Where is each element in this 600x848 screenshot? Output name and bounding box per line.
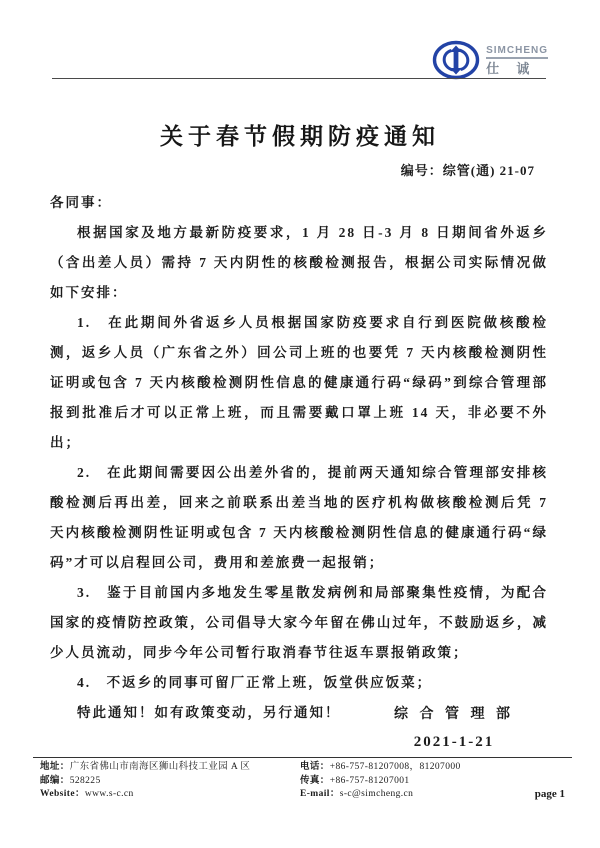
doc-number: 编号：综管(通) 21-07 xyxy=(400,163,535,178)
address-value: 广东省佛山市南海区狮山科技工业园 A 区 xyxy=(69,762,251,772)
body-paragraph: 3. 鉴于目前国内多地发生零星散发病例和局部聚集性疫情，为配合国家的疫情防控政策，公司倡导大家今年留在佛山过年，不鼓励返乡，减少人员流动，同步今年公司暂行取消春节往返车票报销政策； xyxy=(50,585,548,660)
footer-left-column xyxy=(40,761,300,802)
phone-value: +86-757-81207008，81207000 xyxy=(329,762,461,772)
website-value: www.s-c.cn xyxy=(84,789,134,799)
brand-text-block xyxy=(486,45,548,76)
salutation: 各同事： xyxy=(50,195,112,210)
footer-fax xyxy=(300,775,572,789)
footer-mid-column xyxy=(300,761,572,802)
body-paragraph: 根据国家及地方最新防疫要求，1 月 28 日-3 月 8 日期间省外返乡（含出差人员）需持 7 天内阴性的核酸检测报告，根据公司实际情况做如下安排： xyxy=(50,225,548,300)
brand-name-en: SIMCHENG xyxy=(486,45,548,59)
zip-label: 邮编： xyxy=(40,775,70,786)
footer-phone xyxy=(300,761,572,775)
body-paragraphs xyxy=(50,218,548,728)
document-body xyxy=(50,188,548,728)
signature-block xyxy=(394,702,514,756)
email-label: E-mail： xyxy=(300,789,340,799)
body-paragraph: 1. 在此期间外省返乡人员根据国家防疫要求自行到医院做核酸检测，返乡人员（广东省之外）回公司上班的也要凭 7 天内核酸检测阴性证明或包含 7 天内核酸检测阴性信息的健康通行码“绿码”到综合管理部报到批准后才可以正常上班，而且需要戴口罩上班 14 天，非必要不外出； xyxy=(50,315,548,450)
brand-name-cn: 仕 诚 xyxy=(486,60,537,76)
body-paragraph: 4. 不返乡的同事可留厂正常上班，饭堂供应饭菜； xyxy=(77,675,433,690)
footer-email xyxy=(300,788,572,802)
body-paragraph: 2. 在此期间需要因公出差外省的，提前两天通知综合管理部安排核酸检测后再出差，回来之前联系出差当地的医疗机构做核酸检测后凭 7 天内核酸检测阴性证明或包含 7 天内核酸检测阴性信息的健康通行码“绿码”才可以启程回公司，费用和差旅费一起报销； xyxy=(50,465,548,570)
fax-value: +86-757-81207001 xyxy=(329,775,410,786)
signature-department: 综 合 管 理 部 xyxy=(394,707,514,722)
phone-label: 电话： xyxy=(300,762,330,772)
address-label: 地址： xyxy=(40,762,70,772)
website-label: Website： xyxy=(40,789,85,799)
body-paragraph: 特此通知！如有政策变动，另行通知！ xyxy=(77,705,341,720)
company-logo xyxy=(432,40,548,80)
footer xyxy=(40,761,572,802)
sc-monogram-icon xyxy=(432,40,480,80)
footer-zip xyxy=(40,775,300,789)
fax-label: 传真： xyxy=(300,775,330,786)
page-number: page 1 xyxy=(534,788,565,800)
footer-address xyxy=(40,761,300,775)
page-title: 关于春节假期防疫通知 xyxy=(160,124,440,149)
email-value: s-c@simcheng.cn xyxy=(339,789,414,799)
signature-date: 2021-1-21 xyxy=(413,734,495,750)
header-divider xyxy=(52,78,546,79)
footer-website xyxy=(40,788,300,802)
footer-divider xyxy=(33,757,572,758)
zip-value: 528225 xyxy=(69,775,101,786)
